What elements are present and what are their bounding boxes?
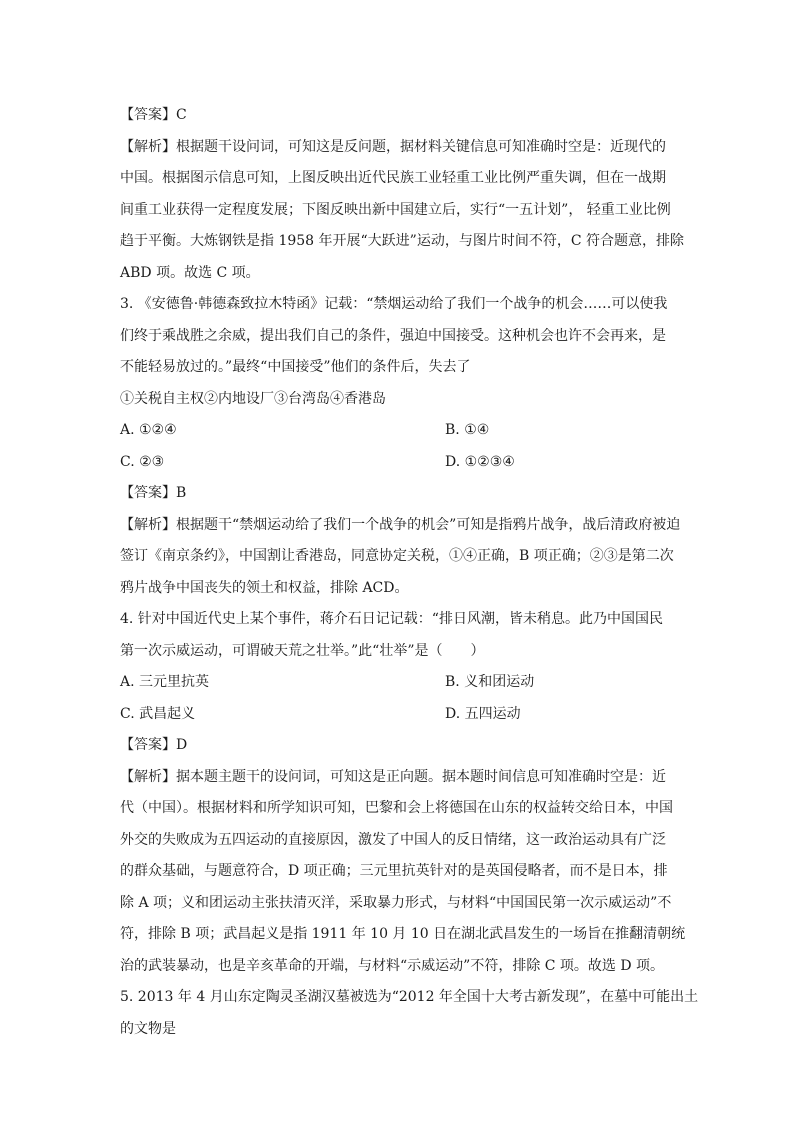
q4-stem-line: 4. 针对中国近代史上某个事件，蒋介石日记记载：“排日风潮，皆未稍息。此乃中国国民 xyxy=(120,611,663,627)
q3-analysis-line: 【解析】根据题干“禁烟运动给了我们一个战争的机会”可知是指鸦片战争，战后清政府被迫 xyxy=(120,516,681,533)
q3-stem-line: 不能轻易放过的。”最终“中国接受”他们的条件后，失去了 xyxy=(120,359,471,375)
q3-stem-line: 们终于乘战胜之余威，提出我们自己的条件，强迫中国接受。这种机会也许不会再来，是 xyxy=(120,327,666,344)
q3-items-line: ①关税自主权②内地设厂③台湾岛④香港岛 xyxy=(120,390,386,407)
q3-answer: 【答案】B xyxy=(120,485,187,501)
q4-analysis-line: 代（中国）。根据材料和所学知识可知，巴黎和会上将德国在山东的权益转交给日本，中国 xyxy=(120,800,673,816)
document-content xyxy=(120,100,699,1045)
q4-analysis-line: 【解析】据本题主题干的设问词，可知这是正向题。据本题时间信息可知准确时空是：近 xyxy=(120,768,666,785)
q2-answer: 【答案】C xyxy=(120,107,187,123)
q4-option-d: D. 五四运动 xyxy=(445,705,521,722)
q4-options-row-1 xyxy=(120,667,678,699)
q3-analysis-line: 签订《南京条约》，中国割让香港岛，同意协定关税，①④正确，B 项正确；②③是第二次 xyxy=(120,548,674,564)
q2-analysis-line: 【解析】根据题干设问词，可知这是反问题，据材料关键信息可知准确时空是：近现代的 xyxy=(120,138,666,155)
q3-options-row-2 xyxy=(120,447,678,479)
q3-option-b: B. ①④ xyxy=(445,422,490,438)
q4-analysis-line: 的群众基础，与题意符合，D 项正确；三元里抗英针对的是英国侵略者，而不是日本，排 xyxy=(120,863,668,879)
q4-answer: 【答案】D xyxy=(120,737,188,753)
q3-option-d: D. ①②③④ xyxy=(445,453,515,470)
q4-option-b: B. 义和团运动 xyxy=(445,674,535,690)
q4-analysis-line: 符，排除 B 项；武昌起义是指 1911 年 10 月 10 日在湖北武昌发生的一场旨在推翻清朝统 xyxy=(120,926,686,942)
q2-analysis-line: ABD 项。故选 C 项。 xyxy=(120,264,260,281)
q4-analysis-line: 除 A 项；义和团运动主张扶清灭洋，采取暴力形式，与材料“中国国民第一次示威运动”不 xyxy=(120,894,672,911)
q3-analysis-line: 鸦片战争中国丧失的领土和权益，排除 ACD。 xyxy=(120,579,409,596)
q4-options-row-2 xyxy=(120,699,678,731)
q4-stem-line: 第一次示威运动，可谓破天荒之壮举。”此“壮举”是（ ） xyxy=(120,642,485,659)
q4-analysis-line: 外交的失败成为五四运动的直接原因，激发了中国人的反日情绪，这一政治运动具有广泛 xyxy=(120,831,666,848)
q3-stem-line: 3. 《安德鲁·韩德森致拉木特函》记载：“禁烟运动给了我们一个战争的机会……可以使我 xyxy=(120,296,668,312)
q5-stem-line: 5. 2013 年 4 月山东定陶灵圣湖汉墓被选为“2012 年全国十大考古新发现”，在墓中可能出土 xyxy=(120,989,699,1005)
q2-analysis-line: 中国。根据图示信息可知，上图反映出近代民族工业轻重工业比例严重失调，但在一战期 xyxy=(120,170,666,186)
q4-option-a: A. 三元里抗英 xyxy=(120,674,210,690)
q3-option-a: A. ①②④ xyxy=(120,422,177,438)
q3-option-c: C. ②③ xyxy=(120,453,165,470)
q2-analysis-line: 间重工业获得一定程度发展；下图反映出新中国建立后，实行“一五计划”， 轻重工业比例 xyxy=(120,201,671,218)
q4-option-c: C. 武昌起义 xyxy=(120,705,196,722)
q2-analysis-line: 趋于平衡。大炼钢铁是指 1958 年开展“大跃进”运动，与图片时间不符，C 符合题意，排除 xyxy=(120,233,685,249)
q5-stem-line: 的文物是 xyxy=(120,1020,176,1037)
q3-options-row-1 xyxy=(120,415,678,447)
q4-analysis-line: 治的武装暴动，也是辛亥革命的开端，与材料“示威运动”不符，排除 C 项。故选 D 项。 xyxy=(120,957,665,974)
